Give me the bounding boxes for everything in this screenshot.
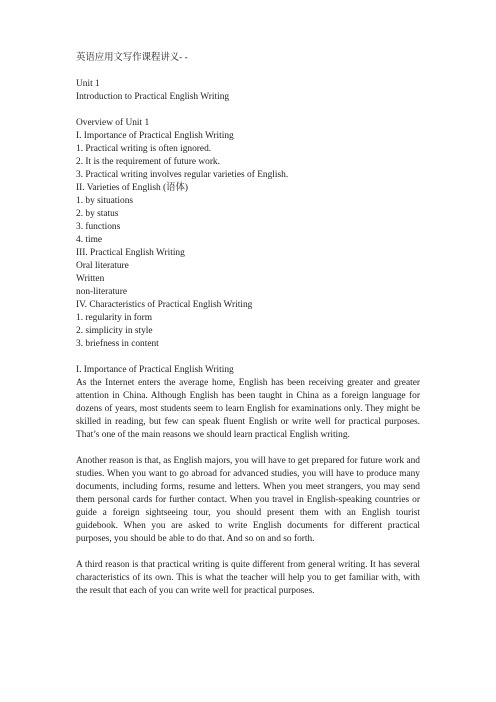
overview-line: 2. simplicity in style <box>76 326 153 336</box>
spacer <box>76 65 420 78</box>
spacer <box>76 546 420 559</box>
spacer <box>76 442 420 455</box>
overview-line: 1. regularity in form <box>76 313 153 323</box>
overview-line: IV. Characteristics of Practical English Writing <box>76 300 253 310</box>
spacer <box>76 351 420 364</box>
overview-line: non-literature <box>76 287 128 297</box>
overview-line: Oral literature <box>76 261 129 271</box>
body-paragraph: Another reason is that, as English majors, you will have to get prepared for future work and studies. When you want to go abroad for advanced studies, you will have to produce many documents, including forms, resume and letters. When you meet strangers, you may send them personal cards for further contact. When you travel in English-speaking countries or guide a foreign sightseeing tour, you should present them with an English tourist guidebook. When you are asked to write English documents for different practical purposes, you should be able to do that. And so on and so forth. <box>76 456 420 544</box>
overview-line: 2. by status <box>76 209 119 219</box>
overview-line: 2. It is the requirement of future work. <box>76 157 220 167</box>
overview-heading: Overview of Unit 1 <box>76 118 150 128</box>
overview-line: 1. by situations <box>76 196 134 206</box>
unit-title: Introduction to Practical English Writing <box>76 92 230 102</box>
overview-line: II. Varieties of English (语体) <box>76 183 189 193</box>
overview-line: I. Importance of Practical English Writing <box>76 131 234 141</box>
overview-line: 3. functions <box>76 222 121 232</box>
unit-number: Unit 1 <box>76 79 100 89</box>
overview-line: 3. briefness in content <box>76 339 159 349</box>
section-heading: I. Importance of Practical English Writing <box>76 365 234 375</box>
overview-line: 3. Practical writing involves regular varieties of English. <box>76 170 289 180</box>
spacer <box>76 104 420 117</box>
overview-line: 4. time <box>76 235 103 245</box>
overview-line: 1. Practical writing is often ignored. <box>76 144 212 154</box>
overview-line: III. Practical English Writing <box>76 248 185 258</box>
document-title: 英语应用文写作课程讲义- - <box>76 53 188 63</box>
body-paragraph: As the Internet enters the average home, English has been receiving greater and greater attention in China. Although English has been taught in China as a foreign language for dozens of years, most students seem to learn English for examinations only. They might be skilled in reading, but few can speak fluent English or write well for practical purposes. That’s one of the main reasons we should learn practical English writing. <box>76 378 420 440</box>
overview-line: Written <box>76 274 105 284</box>
body-paragraph: A third reason is that practical writing is quite different from general writing. It has several characteristics of its own. This is what the teacher will help you to get familiar with, with the result that each of you can write well for practical purposes. <box>76 560 420 596</box>
